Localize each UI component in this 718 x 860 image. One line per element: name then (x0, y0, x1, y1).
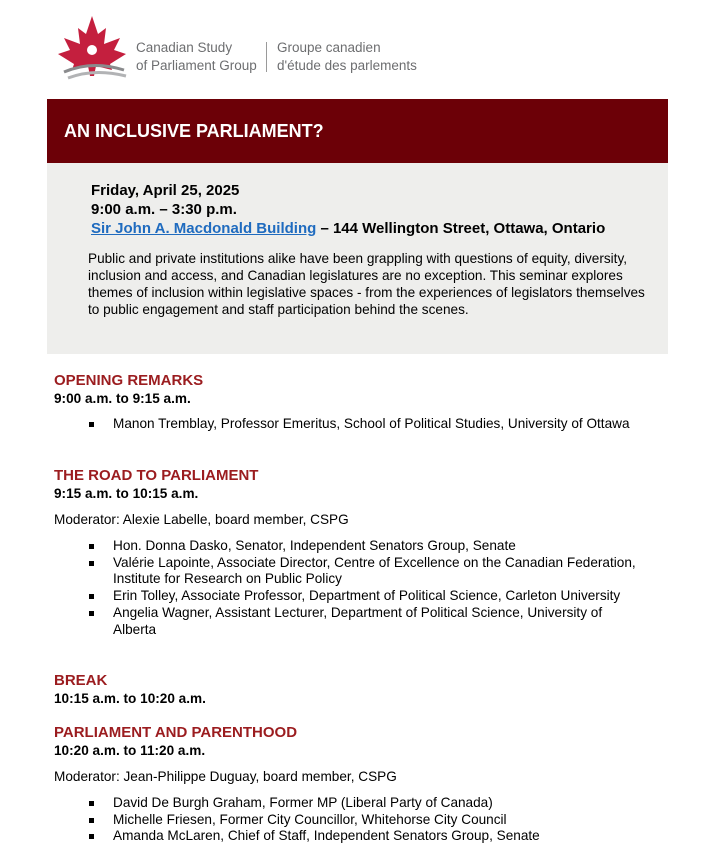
event-info-box (47, 163, 668, 354)
venue-address: – 144 Wellington Street, Ottawa, Ontario (316, 220, 606, 237)
venue-link[interactable]: Sir John A. Macdonald Building (91, 220, 317, 237)
list-item: Valérie Lapointe, Associate Director, Centre of Excellence on the Canadian Federation, Institute for Research on Public Policy (0, 555, 643, 588)
header (54, 14, 454, 84)
session-title: THE ROAD TO PARLIAMENT (54, 467, 259, 484)
list-item: Manon Tremblay, Professor Emeritus, School of Political Studies, University of Ottawa (0, 416, 643, 433)
moderator: Moderator: Jean-Philippe Duguay, board member, CSPG (54, 769, 397, 784)
list-item: David De Burgh Graham, Former MP (Liberal Party of Canada) (0, 795, 643, 812)
moderator: Moderator: Alexie Labelle, board member, CSPG (54, 512, 349, 527)
event-date: Friday, April 25, 2025 (91, 182, 240, 199)
maple-leaf-logo-icon (54, 14, 130, 84)
title-bar (47, 99, 668, 163)
list-item: Amanda McLaren, Chief of Staff, Independent Senators Group, Senate (0, 828, 643, 845)
list-item: Angelia Wagner, Assistant Lecturer, Department of Political Science, University of Alberta (0, 605, 643, 638)
session-time: 9:15 a.m. to 10:15 a.m. (54, 486, 199, 501)
session-title: PARLIAMENT AND PARENTHOOD (54, 724, 298, 741)
event-description: Public and private institutions alike have been grappling with questions of equity, diversity, inclusion and access, and Canadian legislatures are no exception. This seminar explores themes of inclusion within legislative spaces - from the experiences of legislators themselves to public engagement and staff participation behind the scenes. (88, 251, 645, 317)
session-time: 10:15 a.m. to 10:20 a.m. (54, 691, 206, 706)
list-item: Erin Tolley, Associate Professor, Department of Political Science, Carleton University (0, 588, 643, 605)
session-title: OPENING REMARKS (54, 372, 204, 389)
list-item: Hon. Donna Dasko, Senator, Independent Senators Group, Senate (0, 538, 643, 555)
list-item: Michelle Friesen, Former City Councillor, Whitehorse City Council (0, 812, 643, 829)
speaker-list (0, 795, 718, 845)
speaker-list (0, 416, 718, 433)
speaker-list (0, 538, 718, 638)
session-time: 10:20 a.m. to 11:20 a.m. (54, 743, 206, 758)
event-title: AN INCLUSIVE PARLIAMENT? (64, 121, 324, 141)
org-name-en: Canadian Study of Parliament Group (136, 40, 257, 73)
session-time: 9:00 a.m. to 9:15 a.m. (54, 391, 191, 406)
org-divider (266, 42, 267, 72)
event-venue (91, 219, 605, 238)
event-time: 9:00 a.m. – 3:30 p.m. (91, 201, 237, 218)
session-title: BREAK (54, 672, 108, 689)
org-name-fr: Groupe canadien d'étude des parlements (277, 40, 417, 73)
